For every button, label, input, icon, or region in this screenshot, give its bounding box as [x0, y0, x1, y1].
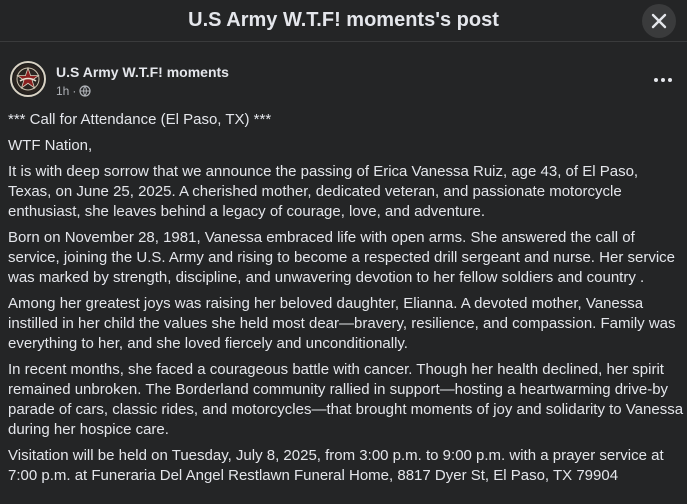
close-button[interactable]	[642, 4, 676, 38]
globe-icon[interactable]	[79, 85, 91, 97]
more-options-button[interactable]	[651, 68, 675, 92]
modal-header	[0, 0, 687, 42]
post-body	[8, 110, 684, 492]
post-paragraph: WTF Nation,	[8, 137, 93, 154]
page-name-link[interactable]: U.S Army W.T.F! moments	[56, 64, 229, 80]
page-avatar[interactable]	[10, 61, 46, 97]
post-meta	[56, 84, 91, 98]
post-paragraph: Visitation will be held on Tuesday, July 8, 2025, from 3:00 p.m. to 9:00 p.m. with a prayer service at 7:00 p.m. at Funeraria Del Angel Restlawn Funeral Home, 8817 Dyer St, El Paso, TX 79904	[8, 447, 664, 484]
post-paragraph: *** Call for Attendance (El Paso, TX) ***	[8, 111, 272, 128]
post-paragraph: Born on November 28, 1981, Vanessa embraced life with open arms. She answered the call of service, joining the U.S. Army and rising to become a respected drill sergeant and nurse. Her service was marked by strength, discipline, and unwavering devotion to her fellow soldiers and country .	[8, 229, 675, 286]
modal-title: U.S Army W.T.F! moments's post	[188, 9, 499, 31]
post-paragraph: In recent months, she faced a courageous battle with cancer. Though her health declined, her spirit remained unbroken. The Borderland community rallied in support—hosting a heartwarming drive-by parade of cars, classic rides, and motorcycles—that brought moments of joy and solidarity to Vanessa during her hospice care.	[8, 361, 684, 438]
post-paragraph: Among her greatest joys was raising her beloved daughter, Elianna. A devoted mother, Vanessa instilled in her child the values she held most dear—bravery, resilience, and compassion. Family was everything to her, and she loved fiercely and unconditionally.	[8, 295, 676, 352]
post-timestamp[interactable]: 1h	[56, 84, 70, 98]
close-icon	[651, 13, 667, 29]
page-logo-icon	[12, 63, 44, 95]
post-card	[0, 50, 687, 504]
post-paragraph: It is with deep sorrow that we announce the passing of Erica Vanessa Ruiz, age 43, of El Paso, Texas, on June 25, 2025. A cherished mother, dedicated veteran, and passionate motorcycle enthusiast, she leaves behind a legacy of courage, love, and adventure.	[8, 163, 639, 220]
more-options-icon	[653, 77, 673, 83]
meta-separator: ·	[72, 84, 77, 98]
